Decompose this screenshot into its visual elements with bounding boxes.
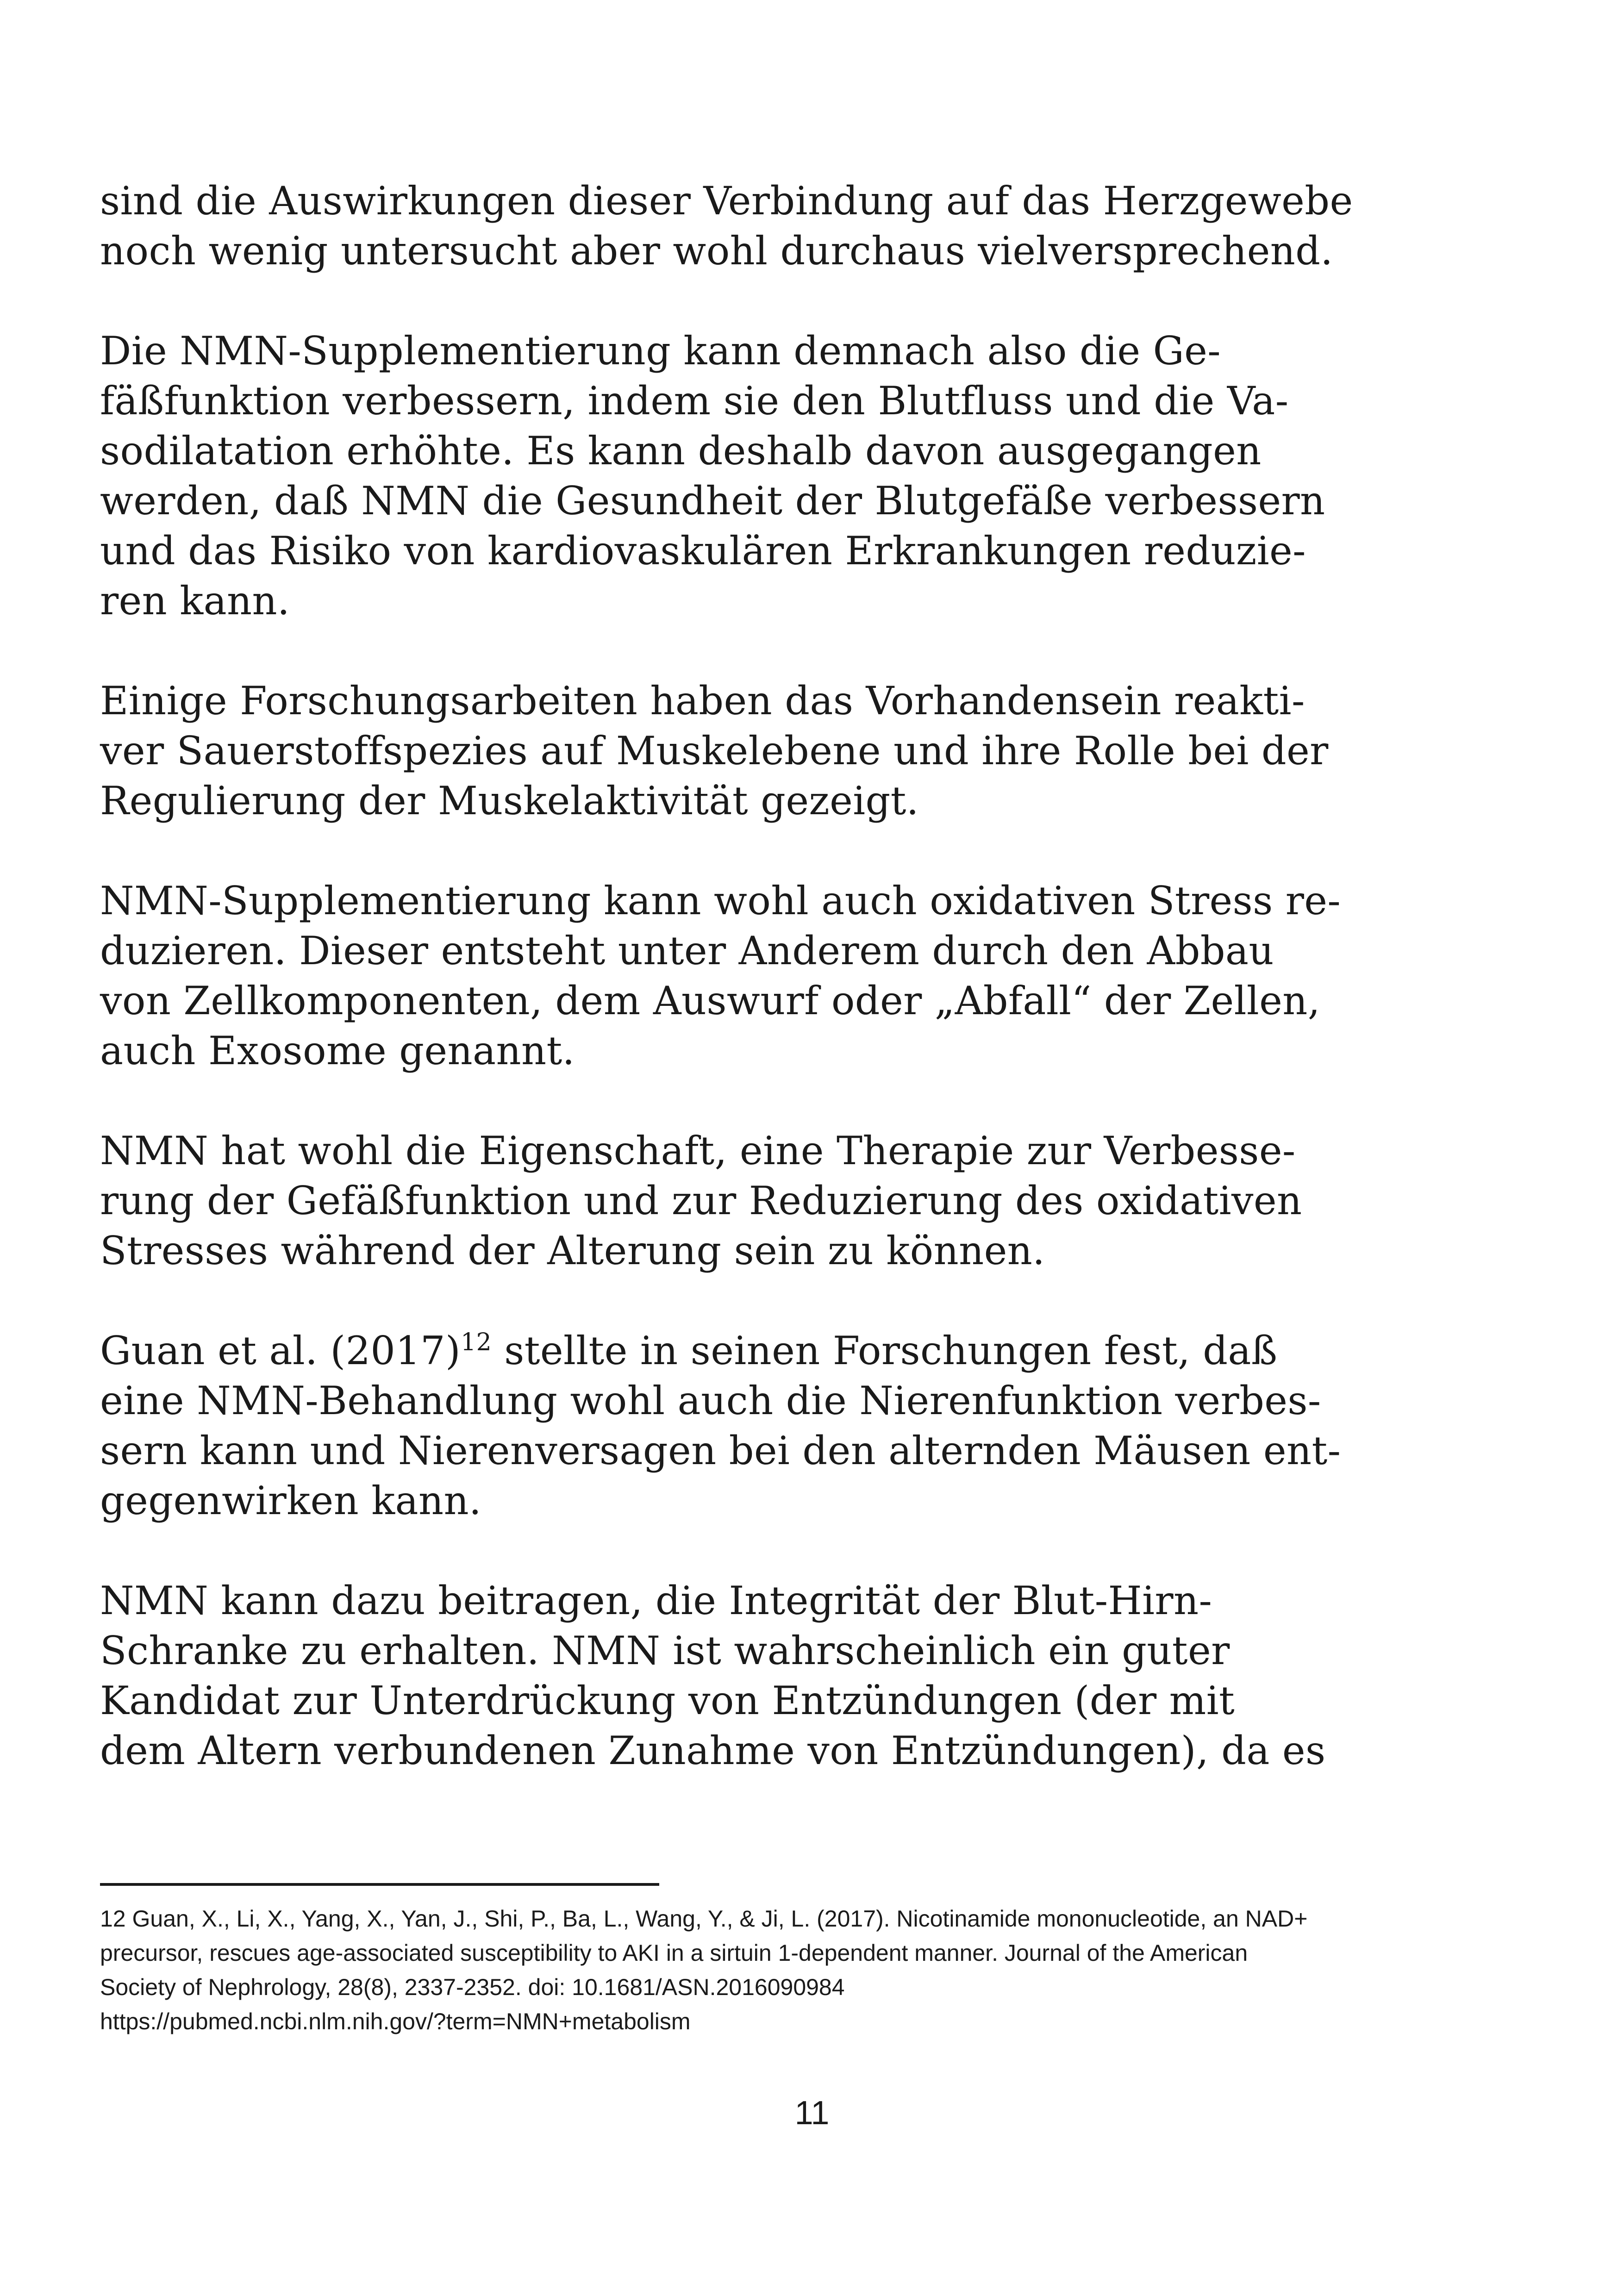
text-line: dem Altern verbundenen Zunahme von Entzündungen), da es <box>100 1728 1326 1773</box>
text-line: auch Exosome genannt. <box>100 1028 575 1073</box>
text-segment: stellte in seinen Forschungen fest, daß <box>492 1328 1278 1373</box>
text-line: Einige Forschungsarbeiten haben das Vorhandensein reakti- <box>100 678 1305 723</box>
text-line: werden, daß NMN die Gesundheit der Blutgefäße verbessern <box>100 478 1325 524</box>
paragraph-4 <box>100 876 1433 1076</box>
text-line: Stresses während der Alterung sein zu können. <box>100 1228 1045 1273</box>
text-line: fäßfunktion verbessern, indem sie den Blutfluss und die Va- <box>100 378 1289 424</box>
text-line: und das Risiko von kardiovaskulären Erkrankungen reduzie- <box>100 528 1306 574</box>
footnote-url[interactable]: https://pubmed.ncbi.nlm.nih.gov/?term=NMN+metabolism <box>100 2008 691 2034</box>
citation-text: Guan et al. (2017) <box>100 1328 461 1373</box>
text-line: Die NMN-Supplementierung kann demnach also die Ge- <box>100 328 1221 374</box>
body-text <box>100 176 1433 1826</box>
footnote-divider <box>100 1883 659 1886</box>
paragraph-2 <box>100 326 1433 626</box>
paragraph-6 <box>100 1326 1433 1526</box>
text-line: sern kann und Nierenversagen bei den alternden Mäusen ent- <box>100 1428 1341 1473</box>
paragraph-1 <box>100 176 1433 276</box>
footnote-line: 12 Guan, X., Li, X., Yang, X., Yan, J., Shi, P., Ba, L., Wang, Y., & Ji, L. (2017). Nicotinamide mononucleotide, an NAD+ <box>100 1906 1308 1932</box>
text-line: duzieren. Dieser entsteht unter Anderem durch den Abbau <box>100 928 1274 973</box>
text-line: sind die Auswirkungen dieser Verbindung auf das Herzgewebe <box>100 178 1353 224</box>
text-line: ver Sauerstoffspezies auf Muskelebene und ihre Rolle bei der <box>100 728 1329 773</box>
text-line: Kandidat zur Unterdrückung von Entzündungen (der mit <box>100 1678 1235 1723</box>
text-line: NMN-Supplementierung kann wohl auch oxidativen Stress re- <box>100 878 1341 923</box>
text-line: NMN hat wohl die Eigenschaft, eine Therapie zur Verbesse- <box>100 1128 1296 1173</box>
text-line: noch wenig untersucht aber wohl durchaus vielversprechend. <box>100 228 1333 274</box>
footnote-line: precursor, rescues age-associated susceptibility to AKI in a sirtuin 1-dependent manner. Journal of the American <box>100 1940 1248 1966</box>
paragraph-5 <box>100 1126 1433 1276</box>
footnote-12 <box>100 1902 1489 2039</box>
text-line <box>100 1326 1433 1376</box>
footnote-line: Society of Nephrology, 28(8), 2337-2352. doi: 10.1681/ASN.2016090984 <box>100 1974 845 2000</box>
text-line: Regulierung der Muskelaktivität gezeigt. <box>100 778 919 823</box>
paragraph-7 <box>100 1576 1433 1776</box>
page-number: 11 <box>794 2095 830 2132</box>
text-line: von Zellkomponenten, dem Auswurf oder „Abfall“ der Zellen, <box>100 978 1320 1023</box>
text-line: sodilatation erhöhte. Es kann deshalb davon ausgegangen <box>100 428 1262 474</box>
text-line: gegenwirken kann. <box>100 1478 482 1523</box>
text-line: NMN kann dazu beitragen, die Integrität der Blut-Hirn- <box>100 1578 1212 1623</box>
paragraph-3 <box>100 676 1433 826</box>
footnote-reference[interactable]: 12 <box>461 1328 492 1356</box>
text-line: Schranke zu erhalten. NMN ist wahrscheinlich ein guter <box>100 1628 1230 1673</box>
text-line: rung der Gefäßfunktion und zur Reduzierung des oxidativen <box>100 1178 1302 1223</box>
text-line: eine NMN-Behandlung wohl auch die Nierenfunktion verbes- <box>100 1378 1321 1423</box>
text-line: ren kann. <box>100 578 290 624</box>
